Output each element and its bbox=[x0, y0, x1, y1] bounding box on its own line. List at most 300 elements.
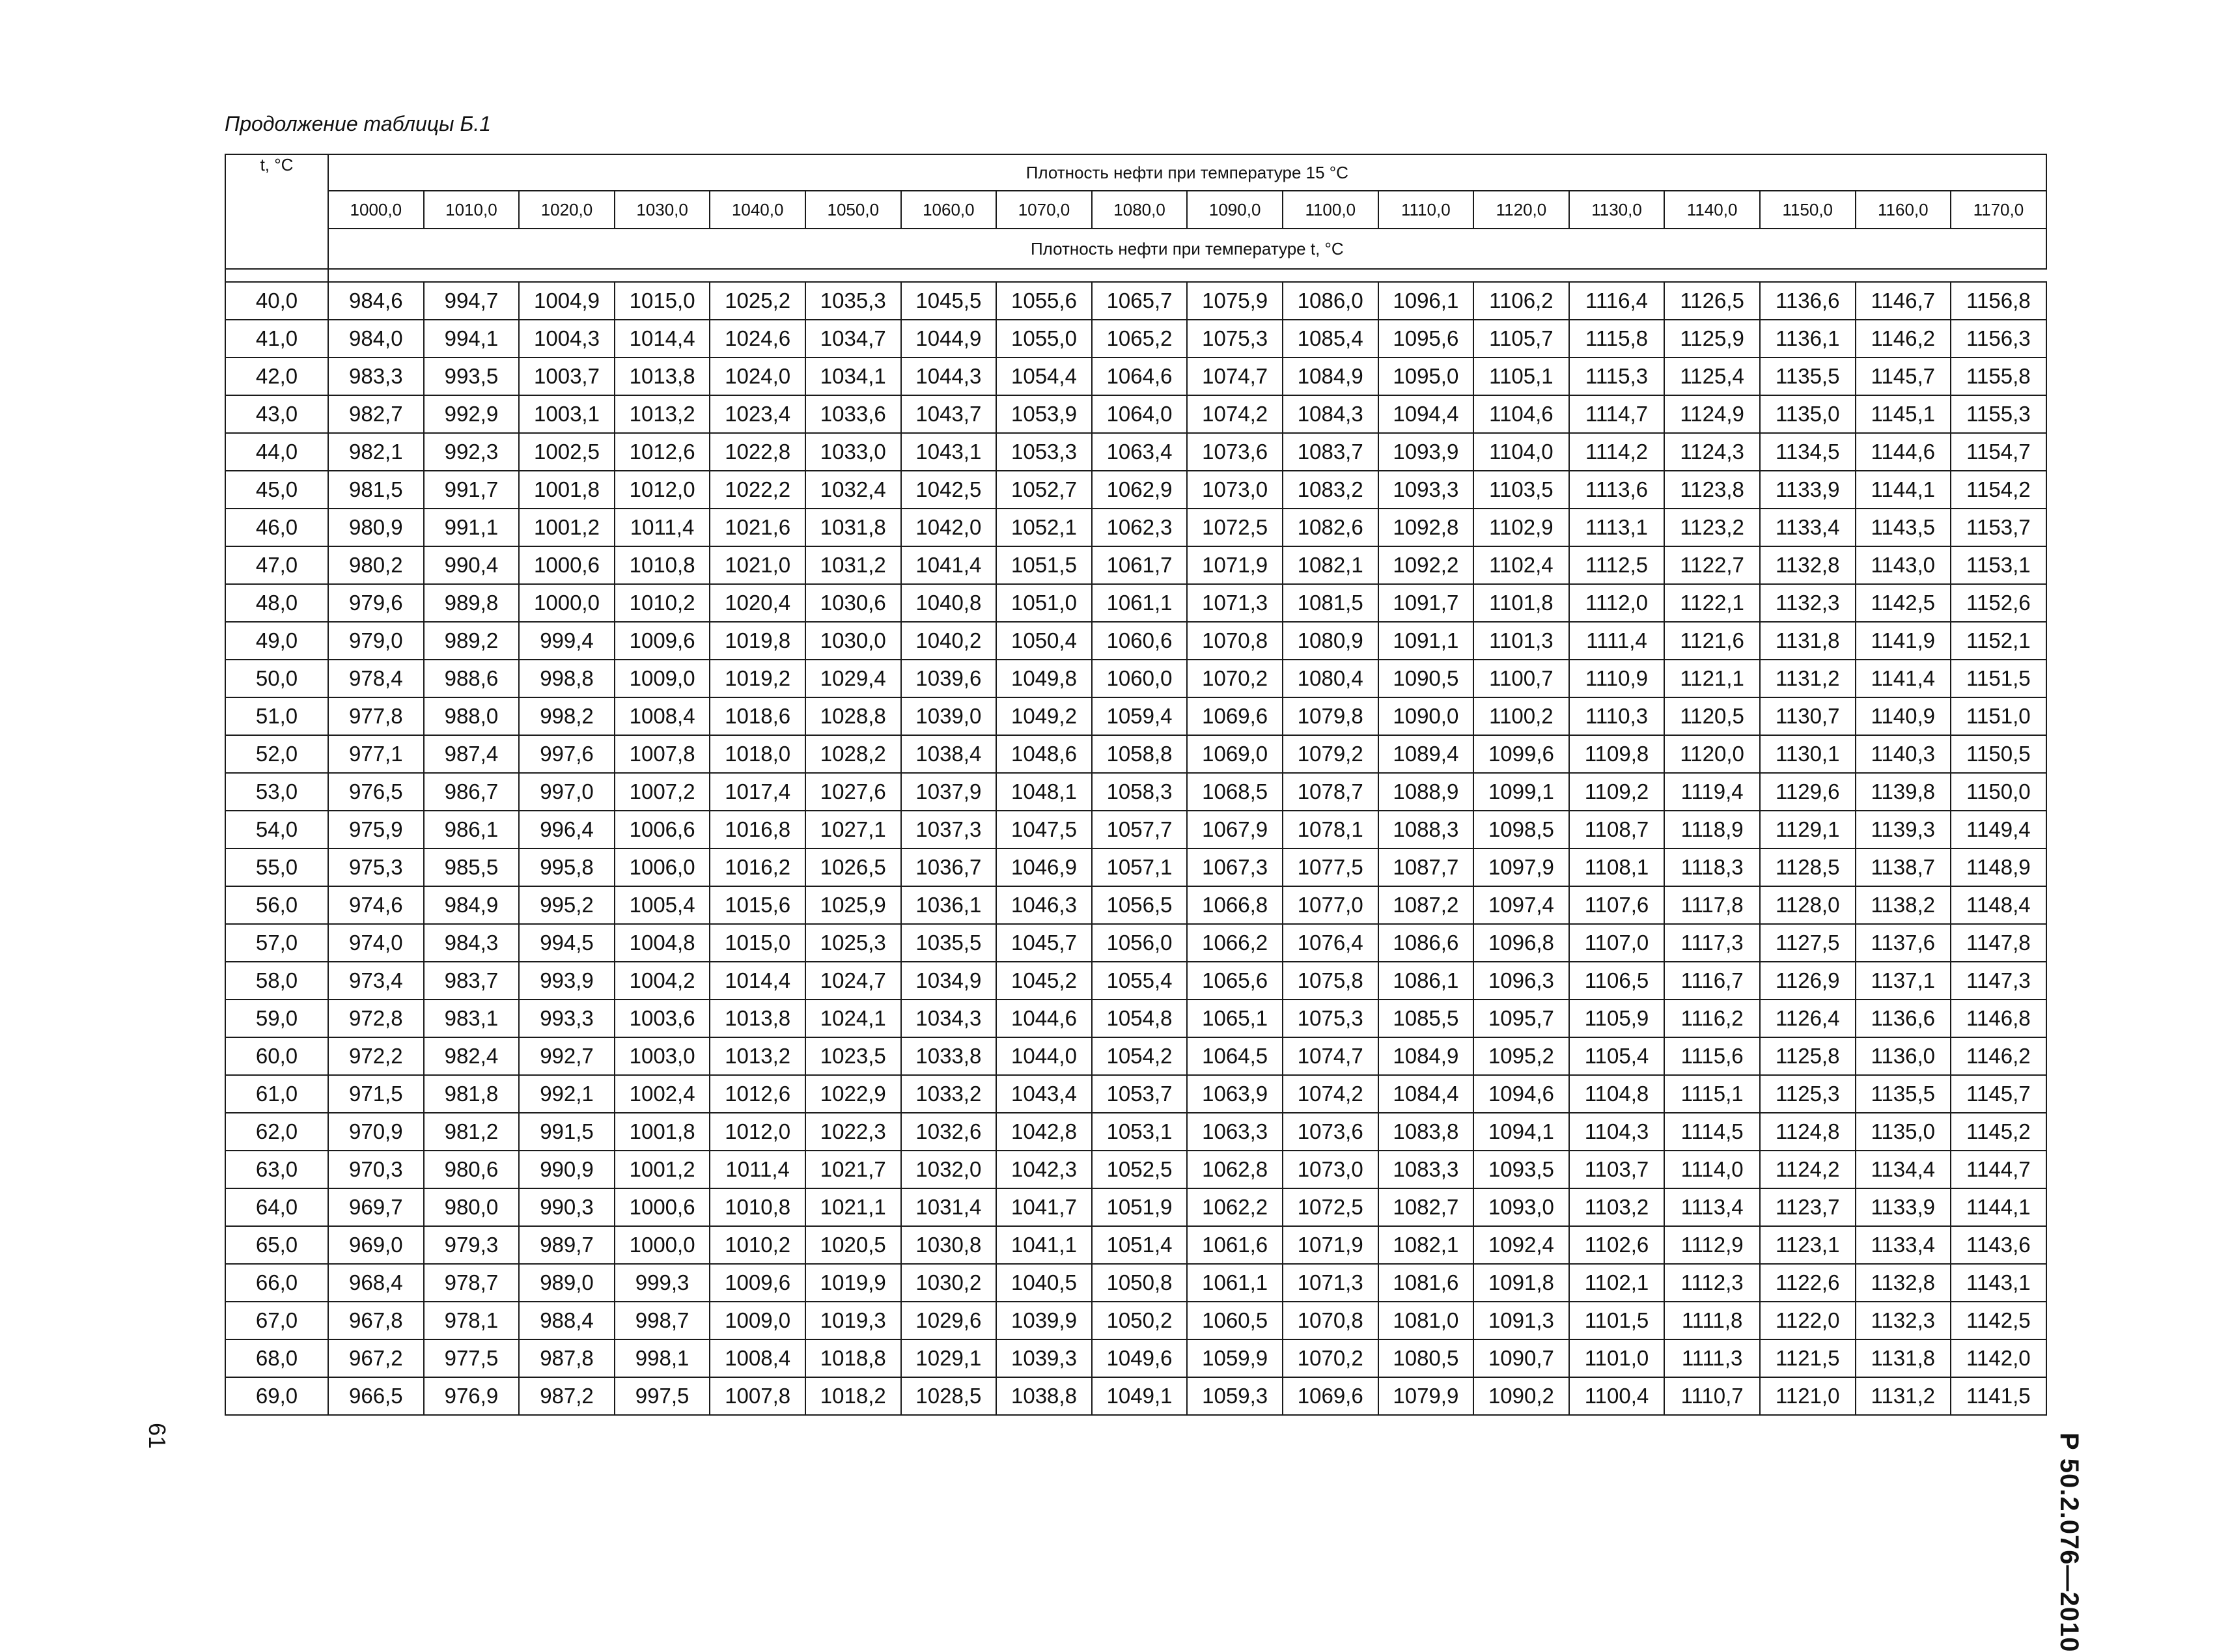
density-cell: 980,9 bbox=[328, 509, 424, 546]
density-cell: 1066,8 bbox=[1187, 886, 1283, 924]
density-cell: 1033,8 bbox=[901, 1037, 997, 1075]
density-cell: 1022,2 bbox=[710, 471, 805, 509]
density-cell: 1058,3 bbox=[1092, 773, 1188, 811]
density-cell: 1053,9 bbox=[996, 395, 1092, 433]
density-cell: 1002,5 bbox=[519, 433, 615, 471]
density-cell: 1115,8 bbox=[1569, 320, 1665, 357]
density-cell: 1148,9 bbox=[1951, 848, 2046, 886]
density-cell: 1150,0 bbox=[1951, 773, 2046, 811]
density-cell: 1091,8 bbox=[1473, 1264, 1569, 1302]
density-cell: 1019,9 bbox=[805, 1264, 901, 1302]
density-cell: 1000,6 bbox=[615, 1188, 710, 1226]
density-cell: 1009,0 bbox=[615, 660, 710, 697]
density-cell: 978,1 bbox=[424, 1302, 520, 1339]
density-cell: 1081,0 bbox=[1378, 1302, 1474, 1339]
density-cell: 1080,9 bbox=[1283, 622, 1378, 660]
table-row bbox=[225, 1037, 2046, 1075]
density-cell: 973,4 bbox=[328, 962, 424, 1000]
density-cell: 1011,4 bbox=[615, 509, 710, 546]
table-row bbox=[225, 811, 2046, 848]
density-cell: 1116,7 bbox=[1664, 962, 1760, 1000]
density-cell: 983,3 bbox=[328, 357, 424, 395]
density-cell: 1080,4 bbox=[1283, 660, 1378, 697]
density-cell: 1155,8 bbox=[1951, 357, 2046, 395]
density-cell: 1124,8 bbox=[1760, 1113, 1856, 1151]
density-cell: 1112,0 bbox=[1569, 584, 1665, 622]
table-row bbox=[225, 282, 2046, 320]
temperature-cell: 54,0 bbox=[225, 811, 328, 848]
density-cell: 1004,2 bbox=[615, 962, 710, 1000]
density-cell: 1117,3 bbox=[1664, 924, 1760, 962]
density-cell: 1008,4 bbox=[615, 697, 710, 735]
density-cell: 975,3 bbox=[328, 848, 424, 886]
density-cell: 1071,3 bbox=[1283, 1264, 1378, 1302]
column-header-cell: 1010,0 bbox=[424, 191, 520, 229]
density-cell: 1132,3 bbox=[1760, 584, 1856, 622]
density-cell: 988,4 bbox=[519, 1302, 615, 1339]
density-cell: 971,5 bbox=[328, 1075, 424, 1113]
density-cell: 992,3 bbox=[424, 433, 520, 471]
density-cell: 1019,2 bbox=[710, 660, 805, 697]
density-cell: 1131,8 bbox=[1856, 1339, 1951, 1377]
density-cell: 1105,1 bbox=[1473, 357, 1569, 395]
density-cell: 1092,4 bbox=[1473, 1226, 1569, 1264]
density-cell: 1121,5 bbox=[1760, 1339, 1856, 1377]
density-cell: 1106,2 bbox=[1473, 282, 1569, 320]
density-cell: 1136,1 bbox=[1760, 320, 1856, 357]
density-cell: 1009,6 bbox=[710, 1264, 805, 1302]
density-cell: 1022,9 bbox=[805, 1075, 901, 1113]
density-cell: 995,2 bbox=[519, 886, 615, 924]
table-row bbox=[225, 433, 2046, 471]
density-cell: 1121,6 bbox=[1664, 622, 1760, 660]
density-cell: 1039,6 bbox=[901, 660, 997, 697]
density-cell: 1032,4 bbox=[805, 471, 901, 509]
density-cell: 1147,3 bbox=[1951, 962, 2046, 1000]
density-cell: 1086,0 bbox=[1283, 282, 1378, 320]
density-cell: 1062,9 bbox=[1092, 471, 1188, 509]
density-cell: 1081,6 bbox=[1378, 1264, 1474, 1302]
table-row bbox=[225, 1188, 2046, 1226]
density-cell: 1023,4 bbox=[710, 395, 805, 433]
density-cell: 979,0 bbox=[328, 622, 424, 660]
density-cell: 1034,7 bbox=[805, 320, 901, 357]
density-cell: 980,2 bbox=[328, 546, 424, 584]
table-row bbox=[225, 886, 2046, 924]
density-cell: 1074,2 bbox=[1283, 1075, 1378, 1113]
density-cell: 1140,9 bbox=[1856, 697, 1951, 735]
density-cell: 1061,6 bbox=[1187, 1226, 1283, 1264]
density-cell: 1061,7 bbox=[1092, 546, 1188, 584]
density-cell: 1003,1 bbox=[519, 395, 615, 433]
table-row bbox=[225, 357, 2046, 395]
density-cell: 1091,3 bbox=[1473, 1302, 1569, 1339]
density-cell: 1125,4 bbox=[1664, 357, 1760, 395]
density-cell: 1133,9 bbox=[1856, 1188, 1951, 1226]
density-cell: 987,4 bbox=[424, 735, 520, 773]
density-cell: 1073,6 bbox=[1187, 433, 1283, 471]
density-cell: 978,4 bbox=[328, 660, 424, 697]
density-cell: 1015,0 bbox=[615, 282, 710, 320]
temperature-cell: 52,0 bbox=[225, 735, 328, 773]
density-cell: 1064,0 bbox=[1092, 395, 1188, 433]
density-cell: 1083,8 bbox=[1378, 1113, 1474, 1151]
density-cell: 1066,2 bbox=[1187, 924, 1283, 962]
density-cell: 998,8 bbox=[519, 660, 615, 697]
density-cell: 1062,8 bbox=[1187, 1151, 1283, 1188]
density-cell: 1018,2 bbox=[805, 1377, 901, 1415]
column-header-cell: 1050,0 bbox=[805, 191, 901, 229]
density-cell: 1113,6 bbox=[1569, 471, 1665, 509]
density-cell: 1084,4 bbox=[1378, 1075, 1474, 1113]
density-cell: 1012,6 bbox=[615, 433, 710, 471]
density-cell: 1014,4 bbox=[710, 962, 805, 1000]
density-cell: 1144,1 bbox=[1856, 471, 1951, 509]
density-cell: 1059,4 bbox=[1092, 697, 1188, 735]
density-cell: 1125,8 bbox=[1760, 1037, 1856, 1075]
density-cell: 1036,7 bbox=[901, 848, 997, 886]
temperature-cell: 65,0 bbox=[225, 1226, 328, 1264]
density-cell: 1072,5 bbox=[1283, 1188, 1378, 1226]
density-cell: 1150,5 bbox=[1951, 735, 2046, 773]
density-cell: 1123,7 bbox=[1760, 1188, 1856, 1226]
density-cell: 1115,1 bbox=[1664, 1075, 1760, 1113]
density-cell: 1105,9 bbox=[1569, 1000, 1665, 1037]
density-cell: 1116,4 bbox=[1569, 282, 1665, 320]
density-cell: 1112,5 bbox=[1569, 546, 1665, 584]
density-cell: 1006,0 bbox=[615, 848, 710, 886]
density-cell: 1072,5 bbox=[1187, 509, 1283, 546]
density-cell: 1114,0 bbox=[1664, 1151, 1760, 1188]
density-cell: 1132,3 bbox=[1856, 1302, 1951, 1339]
density-cell: 1156,3 bbox=[1951, 320, 2046, 357]
density-cell: 1143,1 bbox=[1951, 1264, 2046, 1302]
density-cell: 1048,1 bbox=[996, 773, 1092, 811]
density-cell: 1071,9 bbox=[1187, 546, 1283, 584]
density-cell: 1021,0 bbox=[710, 546, 805, 584]
density-cell: 982,4 bbox=[424, 1037, 520, 1075]
density-cell: 1108,1 bbox=[1569, 848, 1665, 886]
density-cell: 977,5 bbox=[424, 1339, 520, 1377]
density-cell: 1021,1 bbox=[805, 1188, 901, 1226]
density-cell: 989,8 bbox=[424, 584, 520, 622]
density-cell: 1045,2 bbox=[996, 962, 1092, 1000]
density-cell: 1079,9 bbox=[1378, 1377, 1474, 1415]
density-cell: 1131,8 bbox=[1760, 622, 1856, 660]
density-cell: 968,4 bbox=[328, 1264, 424, 1302]
density-cell: 983,7 bbox=[424, 962, 520, 1000]
density-cell: 1123,1 bbox=[1760, 1226, 1856, 1264]
density-cell: 980,6 bbox=[424, 1151, 520, 1188]
density-t-header: Плотность нефти при температуре t, °C bbox=[328, 229, 2046, 269]
density-cell: 1045,7 bbox=[996, 924, 1092, 962]
density-cell: 1133,4 bbox=[1760, 509, 1856, 546]
table-row bbox=[225, 395, 2046, 433]
density-cell: 967,2 bbox=[328, 1339, 424, 1377]
density-cell: 1021,6 bbox=[710, 509, 805, 546]
density-cell: 1094,6 bbox=[1473, 1075, 1569, 1113]
density-cell: 1043,7 bbox=[901, 395, 997, 433]
density-cell: 1070,8 bbox=[1187, 622, 1283, 660]
density-cell: 994,7 bbox=[424, 282, 520, 320]
density-cell: 984,6 bbox=[328, 282, 424, 320]
density-cell: 1024,7 bbox=[805, 962, 901, 1000]
density-cell: 1040,5 bbox=[996, 1264, 1092, 1302]
density-cell: 1137,6 bbox=[1856, 924, 1951, 962]
density-cell: 1086,1 bbox=[1378, 962, 1474, 1000]
density-cell: 982,1 bbox=[328, 433, 424, 471]
table-row bbox=[225, 1151, 2046, 1188]
density-cell: 1010,2 bbox=[710, 1226, 805, 1264]
density-cell: 1065,1 bbox=[1187, 1000, 1283, 1037]
density-cell: 1141,4 bbox=[1856, 660, 1951, 697]
density-cell: 1077,5 bbox=[1283, 848, 1378, 886]
density-cell: 1102,9 bbox=[1473, 509, 1569, 546]
density-cell: 1083,2 bbox=[1283, 471, 1378, 509]
density-cell: 1129,1 bbox=[1760, 811, 1856, 848]
density-cell: 1003,7 bbox=[519, 357, 615, 395]
density-cell: 991,5 bbox=[519, 1113, 615, 1151]
density-cell: 1079,2 bbox=[1283, 735, 1378, 773]
column-header-row bbox=[225, 191, 2046, 229]
temperature-cell: 42,0 bbox=[225, 357, 328, 395]
density-cell: 1145,1 bbox=[1856, 395, 1951, 433]
density-cell: 998,2 bbox=[519, 697, 615, 735]
density-cell: 1063,3 bbox=[1187, 1113, 1283, 1151]
density-cell: 1044,0 bbox=[996, 1037, 1092, 1075]
density-cell: 1000,0 bbox=[615, 1226, 710, 1264]
density-cell: 1069,0 bbox=[1187, 735, 1283, 773]
temperature-cell: 40,0 bbox=[225, 282, 328, 320]
density-cell: 1018,6 bbox=[710, 697, 805, 735]
table-row bbox=[225, 320, 2046, 357]
density-cell: 1156,8 bbox=[1951, 282, 2046, 320]
density-cell: 1117,8 bbox=[1664, 886, 1760, 924]
density-cell: 1142,5 bbox=[1856, 584, 1951, 622]
table-row bbox=[225, 962, 2046, 1000]
table-row bbox=[225, 1226, 2046, 1264]
density-cell: 972,2 bbox=[328, 1037, 424, 1075]
density-cell: 1017,4 bbox=[710, 773, 805, 811]
density-cell: 1051,9 bbox=[1092, 1188, 1188, 1226]
density-cell: 1057,7 bbox=[1092, 811, 1188, 848]
density-cell: 1027,1 bbox=[805, 811, 901, 848]
density-cell: 980,0 bbox=[424, 1188, 520, 1226]
density-cell: 995,8 bbox=[519, 848, 615, 886]
density-cell: 1111,8 bbox=[1664, 1302, 1760, 1339]
density-cell: 1010,8 bbox=[615, 546, 710, 584]
temperature-cell: 41,0 bbox=[225, 320, 328, 357]
density-cell: 1152,1 bbox=[1951, 622, 2046, 660]
density-cell: 1073,0 bbox=[1187, 471, 1283, 509]
density-cell: 1087,2 bbox=[1378, 886, 1474, 924]
density-cell: 1042,0 bbox=[901, 509, 997, 546]
density-cell: 1116,2 bbox=[1664, 1000, 1760, 1037]
temperature-cell: 57,0 bbox=[225, 924, 328, 962]
table-row bbox=[225, 924, 2046, 962]
density-cell: 1015,0 bbox=[710, 924, 805, 962]
density-cell: 1003,0 bbox=[615, 1037, 710, 1075]
density-cell: 1142,5 bbox=[1951, 1302, 2046, 1339]
density-cell: 1073,6 bbox=[1283, 1113, 1378, 1151]
density-cell: 1069,6 bbox=[1187, 697, 1283, 735]
density-cell: 979,6 bbox=[328, 584, 424, 622]
density-cell: 1144,1 bbox=[1951, 1188, 2046, 1226]
density-cell: 1007,8 bbox=[710, 1377, 805, 1415]
density-cell: 1138,2 bbox=[1856, 886, 1951, 924]
density-cell: 974,0 bbox=[328, 924, 424, 962]
density-cell: 1143,5 bbox=[1856, 509, 1951, 546]
density-cell: 991,7 bbox=[424, 471, 520, 509]
density-cell: 988,6 bbox=[424, 660, 520, 697]
column-header-cell: 1040,0 bbox=[710, 191, 805, 229]
density-cell: 1015,6 bbox=[710, 886, 805, 924]
table-row bbox=[225, 546, 2046, 584]
density-cell: 1051,4 bbox=[1092, 1226, 1188, 1264]
density-cell: 997,5 bbox=[615, 1377, 710, 1415]
density-cell: 1120,5 bbox=[1664, 697, 1760, 735]
density-cell: 990,4 bbox=[424, 546, 520, 584]
density-cell: 1084,9 bbox=[1378, 1037, 1474, 1075]
density-cell: 991,1 bbox=[424, 509, 520, 546]
density-cell: 1114,5 bbox=[1664, 1113, 1760, 1151]
density-cell: 1029,4 bbox=[805, 660, 901, 697]
density-cell: 1131,2 bbox=[1760, 660, 1856, 697]
density-cell: 1065,6 bbox=[1187, 962, 1283, 1000]
density-cell: 1030,0 bbox=[805, 622, 901, 660]
column-header-cell: 1020,0 bbox=[519, 191, 615, 229]
temperature-column-header: t, °C bbox=[225, 154, 328, 269]
density-cell: 1009,6 bbox=[615, 622, 710, 660]
column-header-cell: 1120,0 bbox=[1473, 191, 1569, 229]
density-cell: 1060,0 bbox=[1092, 660, 1188, 697]
density-cell: 1047,5 bbox=[996, 811, 1092, 848]
density-cell: 988,0 bbox=[424, 697, 520, 735]
density-cell: 1118,3 bbox=[1664, 848, 1760, 886]
density-cell: 1022,3 bbox=[805, 1113, 901, 1151]
density-cell: 1149,4 bbox=[1951, 811, 2046, 848]
density-cell: 993,3 bbox=[519, 1000, 615, 1037]
density-cell: 977,8 bbox=[328, 697, 424, 735]
density-cell: 1146,2 bbox=[1951, 1037, 2046, 1075]
density-cell: 1073,0 bbox=[1283, 1151, 1378, 1188]
density-cell: 970,3 bbox=[328, 1151, 424, 1188]
temperature-cell: 67,0 bbox=[225, 1302, 328, 1339]
density-cell: 1020,4 bbox=[710, 584, 805, 622]
density-cell: 1124,9 bbox=[1664, 395, 1760, 433]
temperature-cell: 56,0 bbox=[225, 886, 328, 924]
density-cell: 1146,7 bbox=[1856, 282, 1951, 320]
density-cell: 1086,6 bbox=[1378, 924, 1474, 962]
temperature-cell: 47,0 bbox=[225, 546, 328, 584]
density-cell: 1090,0 bbox=[1378, 697, 1474, 735]
density-cell: 1036,1 bbox=[901, 886, 997, 924]
density-cell: 1136,6 bbox=[1856, 1000, 1951, 1037]
density-cell: 1032,6 bbox=[901, 1113, 997, 1151]
density-cell: 1104,0 bbox=[1473, 433, 1569, 471]
density-cell: 1102,6 bbox=[1569, 1226, 1665, 1264]
density-cell: 1130,7 bbox=[1760, 697, 1856, 735]
density-cell: 1007,2 bbox=[615, 773, 710, 811]
density-cell: 1061,1 bbox=[1187, 1264, 1283, 1302]
density-cell: 1124,3 bbox=[1664, 433, 1760, 471]
density-cell: 999,4 bbox=[519, 622, 615, 660]
density-cell: 1153,1 bbox=[1951, 546, 2046, 584]
density-cell: 1034,3 bbox=[901, 1000, 997, 1037]
density-cell: 1120,0 bbox=[1664, 735, 1760, 773]
density-cell: 1062,3 bbox=[1092, 509, 1188, 546]
density-cell: 972,8 bbox=[328, 1000, 424, 1037]
density-cell: 1033,0 bbox=[805, 433, 901, 471]
density-cell: 1112,3 bbox=[1664, 1264, 1760, 1302]
density-cell: 1127,5 bbox=[1760, 924, 1856, 962]
density-cell: 1114,7 bbox=[1569, 395, 1665, 433]
density-cell: 967,8 bbox=[328, 1302, 424, 1339]
density-cell: 976,9 bbox=[424, 1377, 520, 1415]
density-cell: 984,3 bbox=[424, 924, 520, 962]
density-cell: 969,7 bbox=[328, 1188, 424, 1226]
density-cell: 1070,2 bbox=[1283, 1339, 1378, 1377]
table-row bbox=[225, 584, 2046, 622]
density-cell: 1076,4 bbox=[1283, 924, 1378, 962]
density-cell: 990,3 bbox=[519, 1188, 615, 1226]
density-cell: 1042,3 bbox=[996, 1151, 1092, 1188]
density-cell: 1153,7 bbox=[1951, 509, 2046, 546]
density-cell: 1042,5 bbox=[901, 471, 997, 509]
density-cell: 1138,7 bbox=[1856, 848, 1951, 886]
density-cell: 987,2 bbox=[519, 1377, 615, 1415]
table-row bbox=[225, 622, 2046, 660]
temperature-cell: 59,0 bbox=[225, 1000, 328, 1037]
density-cell: 966,5 bbox=[328, 1377, 424, 1415]
column-header-cell: 1150,0 bbox=[1760, 191, 1856, 229]
column-header-cell: 1100,0 bbox=[1283, 191, 1378, 229]
density-cell: 1101,3 bbox=[1473, 622, 1569, 660]
density-cell: 974,6 bbox=[328, 886, 424, 924]
density-cell: 1093,5 bbox=[1473, 1151, 1569, 1188]
density-cell: 1099,6 bbox=[1473, 735, 1569, 773]
page-number: 61 bbox=[144, 1423, 171, 1449]
density-cell: 1007,8 bbox=[615, 735, 710, 773]
density-cell: 1049,6 bbox=[1092, 1339, 1188, 1377]
table-row bbox=[225, 848, 2046, 886]
density-cell: 1029,6 bbox=[901, 1302, 997, 1339]
density-cell: 1134,5 bbox=[1760, 433, 1856, 471]
density-cell: 1125,9 bbox=[1664, 320, 1760, 357]
density-cell: 1070,2 bbox=[1187, 660, 1283, 697]
density-cell: 1022,8 bbox=[710, 433, 805, 471]
density-cell: 1142,0 bbox=[1951, 1339, 2046, 1377]
density-cell: 1083,3 bbox=[1378, 1151, 1474, 1188]
density-cell: 1067,9 bbox=[1187, 811, 1283, 848]
density-cell: 1108,7 bbox=[1569, 811, 1665, 848]
density-cell: 1016,2 bbox=[710, 848, 805, 886]
density-cell: 1092,2 bbox=[1378, 546, 1474, 584]
density-cell: 1101,8 bbox=[1473, 584, 1569, 622]
density-cell: 977,1 bbox=[328, 735, 424, 773]
density-cell: 1107,0 bbox=[1569, 924, 1665, 962]
density-cell: 1031,4 bbox=[901, 1188, 997, 1226]
density-cell: 1039,9 bbox=[996, 1302, 1092, 1339]
temperature-cell: 44,0 bbox=[225, 433, 328, 471]
density-cell: 1059,9 bbox=[1187, 1339, 1283, 1377]
density-cell: 1069,6 bbox=[1283, 1377, 1378, 1415]
density-cell: 1139,3 bbox=[1856, 811, 1951, 848]
density-cell: 1110,7 bbox=[1664, 1377, 1760, 1415]
density-cell: 1094,1 bbox=[1473, 1113, 1569, 1151]
density-cell: 1053,3 bbox=[996, 433, 1092, 471]
density-cell: 1093,0 bbox=[1473, 1188, 1569, 1226]
